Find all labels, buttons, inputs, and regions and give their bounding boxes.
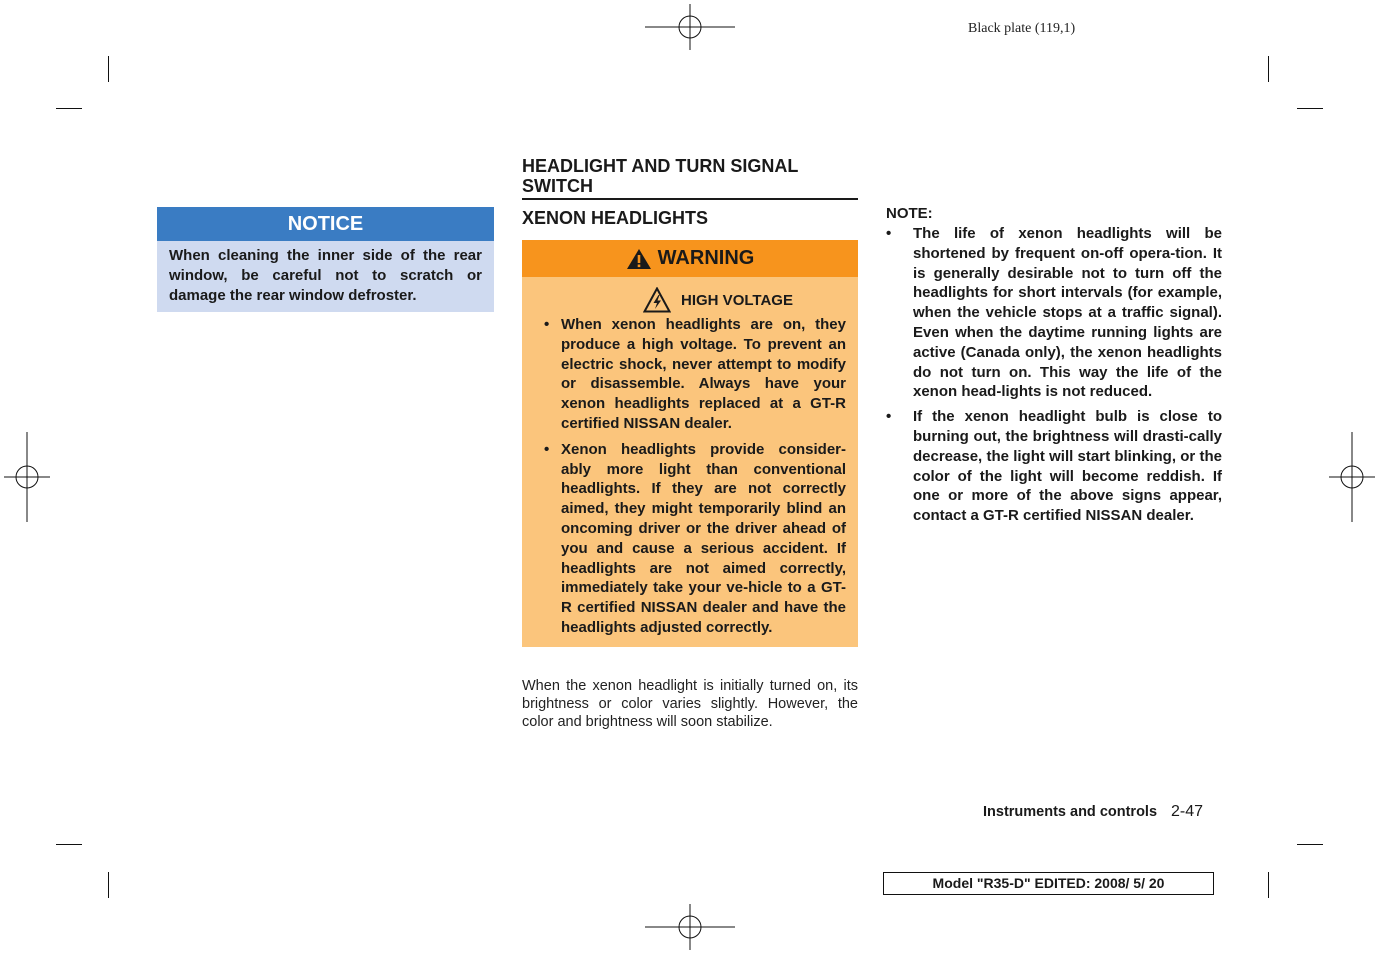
registration-mark-icon [645, 4, 735, 50]
section-title: HEADLIGHT AND TURN SIGNAL SWITCH [522, 156, 858, 200]
warning-triangle-icon [626, 248, 652, 270]
list-item: • If the xenon headlight bulb is close to burning out, the brightness will drasti-cally decrease, the light will start blinking, or the color of the light will become reddish. If one or more of the above signs appear, contact a GT-R certified NISSAN dealer. [886, 408, 1222, 525]
warning-list [534, 315, 846, 638]
page-number: 2-47 [1171, 803, 1204, 820]
registration-mark-icon [645, 904, 735, 950]
warning-header [522, 240, 858, 277]
notice-title: NOTICE [157, 207, 494, 241]
warning-body [522, 277, 858, 647]
plate-label: Black plate (119,1) [968, 21, 1076, 36]
note-label: NOTE: [886, 205, 933, 222]
warning-box [522, 240, 858, 647]
warning-subtitle: HIGH VOLTAGE [681, 291, 793, 309]
model-edit-stamp: Model "R35-D" EDITED: 2008/ 5/ 20 [883, 872, 1214, 895]
list-item: • When xenon headlights are on, they produce a high voltage. To prevent an electric shock, never attempt to modify or disassemble. Always have your xenon headlights replaced at a GT-R certified NISSAN dealer. [544, 316, 846, 432]
registration-mark-icon [4, 432, 50, 522]
body-paragraph: When the xenon headlight is initially turned on, its brightness or color varies slightly. However, the color and brightness will soon stabilize. [522, 678, 858, 730]
notice-box [157, 207, 494, 312]
notice-text: When cleaning the inner side of the rear window, be careful not to scratch or damage the rear window defroster. [157, 241, 494, 312]
note-box [886, 224, 1222, 531]
list-item: • Xenon headlights provide consider-ably more light than conventional headlights. If they are not correctly aimed, they might temporarily blind an oncoming driver or the driver ahead of you and cause a serious accident. If headlights are not aimed correctly, immediately take your ve-hicle to a GT-R certified NISSAN dealer and have the headlights adjusted correctly. [544, 440, 846, 636]
page-footer [983, 803, 1203, 821]
footer-section: Instruments and controls [983, 804, 1158, 820]
list-item: • The life of xenon headlights will be shortened by frequent on-off opera-tion. It is generally desirable not to turn off the headlights for short intervals (for example, when the vehicle stops at a traffic signal). Even when the daytime running lights are active (Canada only), the xenon headlights do not turn on. This way the life of the xenon head-lights is not reduced. [886, 225, 1222, 401]
high-voltage-row [590, 287, 846, 313]
high-voltage-icon [643, 287, 671, 313]
subsection-title: XENON HEADLIGHTS [522, 208, 709, 228]
registration-mark-icon [1329, 432, 1375, 522]
warning-title: WARNING [657, 247, 755, 269]
note-list [886, 224, 1222, 526]
